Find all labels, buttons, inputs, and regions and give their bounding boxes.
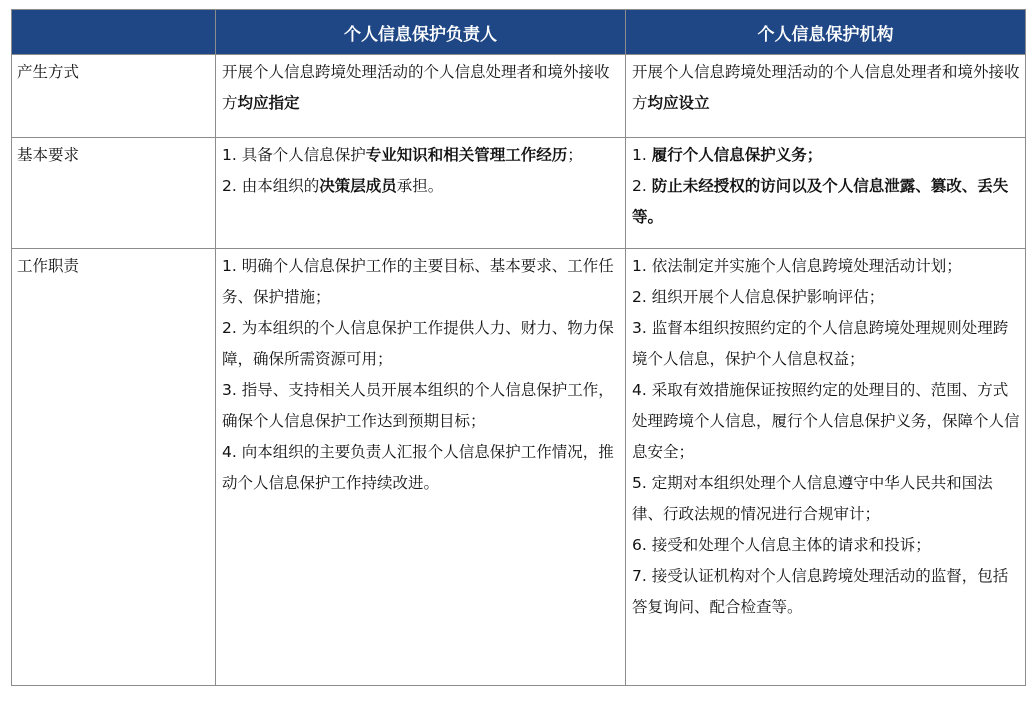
item-bold-text: 决策层成员	[319, 177, 397, 195]
table-body	[12, 55, 1026, 686]
list-item	[222, 171, 621, 202]
item-text: 2. 由本组织的	[222, 177, 320, 195]
list-item: 6. 接受和处理个人信息主体的请求和投诉；	[632, 536, 931, 554]
cell-generation-officer	[216, 55, 626, 138]
cell-bold-text: 均应设立	[647, 94, 710, 112]
cell-text: 开展个人信息跨境处理活动的个人信息处理者和境外接收方	[632, 63, 1020, 112]
item-text: ；	[567, 146, 583, 164]
item-text: 2.	[632, 177, 652, 195]
list-item: 3. 指导、支持相关人员开展本组织的个人信息保护工作，确保个人信息保护工作达到预期目标；	[222, 381, 614, 430]
list-item: 3. 监督本组织按照约定的个人信息跨境处理规则处理跨境个人信息，保护个人信息权益；	[632, 319, 1009, 368]
table-row-generation	[12, 55, 1026, 138]
table-row-requirements	[12, 138, 1026, 249]
item-text: 1.	[632, 146, 652, 164]
cell-duties-officer	[216, 249, 626, 686]
cell-requirements-institution	[626, 138, 1026, 249]
list-item: 2. 为本组织的个人信息保护工作提供人力、财力、物力保障，确保所需资源可用；	[222, 319, 614, 368]
list-item: 5. 定期对本组织处理个人信息遵守中华人民共和国法律、行政法规的情况进行合规审计；	[632, 474, 993, 523]
list-item	[632, 171, 1021, 233]
list-item: 2. 组织开展个人信息保护影响评估；	[632, 288, 885, 306]
cell-duties-institution	[626, 249, 1026, 686]
list-item: 7. 接受认证机构对个人信息跨境处理活动的监督，包括答复询问、配合检查等。	[632, 567, 1009, 616]
header-empty-cell	[12, 10, 216, 55]
row-label-generation: 产生方式	[12, 55, 216, 138]
item-bold-text: 专业知识和相关管理工作经历	[365, 146, 568, 164]
item-bold-text: 履行个人信息保护义务；	[651, 146, 823, 164]
list-item	[222, 140, 621, 171]
comparison-table	[11, 9, 1026, 686]
cell-text: 开展个人信息跨境处理活动的个人信息处理者和境外接收方	[222, 63, 610, 112]
cell-requirements-officer	[216, 138, 626, 249]
list-item: 4. 向本组织的主要负责人汇报个人信息保护工作情况，推动个人信息保护工作持续改进。	[222, 443, 614, 492]
cell-generation-institution	[626, 55, 1026, 138]
table-row-duties	[12, 249, 1026, 686]
item-text: 承担。	[396, 177, 444, 195]
header-row	[12, 10, 1026, 55]
cell-bold-text: 均应指定	[237, 94, 300, 112]
list-item: 1. 明确个人信息保护工作的主要目标、基本要求、工作任务、保护措施；	[222, 257, 614, 306]
item-text: 1. 具备个人信息保护	[222, 146, 366, 164]
comparison-table-wrapper	[11, 9, 1025, 686]
list-item: 1. 依法制定并实施个人信息跨境处理活动计划；	[632, 257, 962, 275]
row-label-duties: 工作职责	[12, 249, 216, 686]
list-item	[632, 140, 1021, 171]
table-header	[12, 10, 1026, 55]
header-officer: 个人信息保护负责人	[216, 10, 626, 55]
row-label-requirements: 基本要求	[12, 138, 216, 249]
list-item: 4. 采取有效措施保证按照约定的处理目的、范围、方式处理跨境个人信息，履行个人信息保护义务，保障个人信息安全；	[632, 381, 1020, 461]
header-institution: 个人信息保护机构	[626, 10, 1026, 55]
item-bold-text: 防止未经授权的访问以及个人信息泄露、篡改、丢失等。	[632, 177, 1009, 226]
